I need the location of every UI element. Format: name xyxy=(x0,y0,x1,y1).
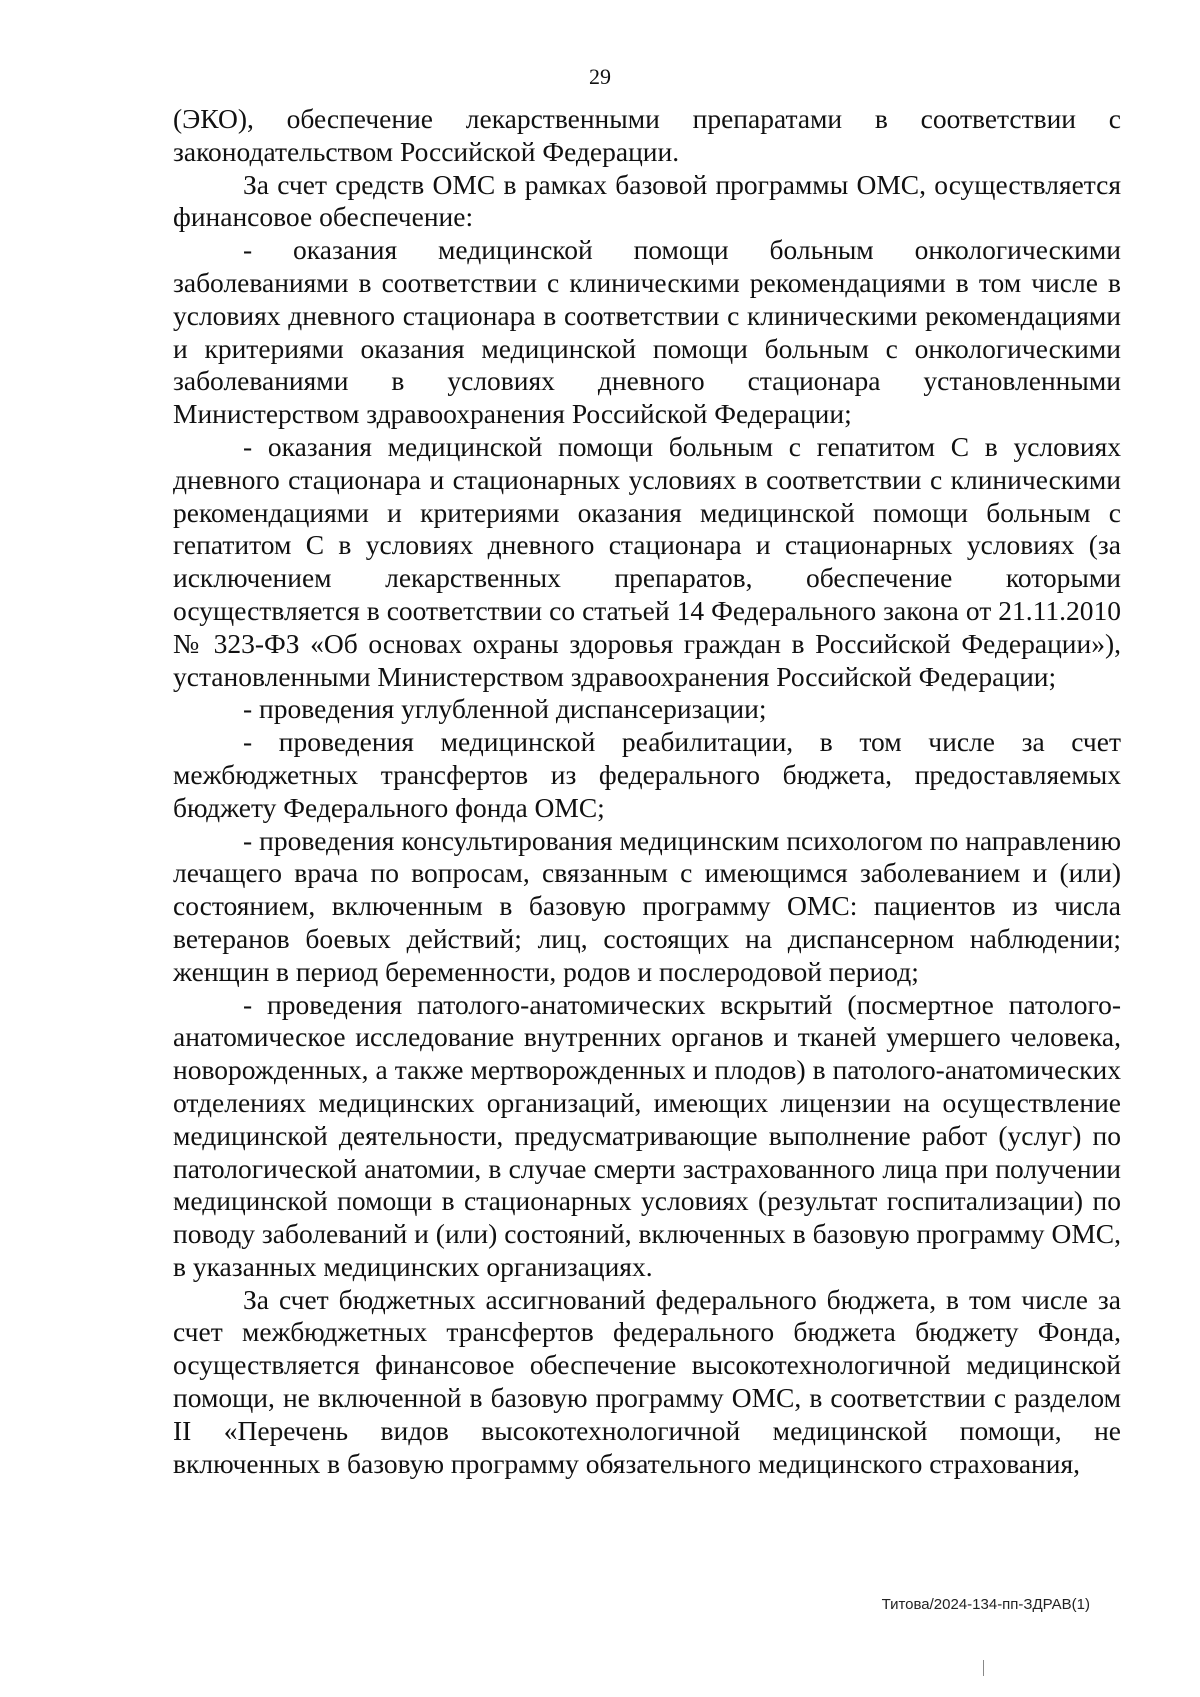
paragraph-federal-budget-funding: За счет бюджетных ассигнований федерального бюджета, в том числе за счет межбюджетных трансфертов федерального бюджета бюджету Фонда, осуществляется финансовое обеспечение высокотехнологичной медицинской помощи, не включенной в базовую программу ОМС, в соответствии с разделом II «Перечень видов высокотехнологичной медицинской помощи, не включенных в базовую программу обязательного медицинского страхования, xyxy=(173,1283,1121,1479)
paragraph-in-depth-dispensarization: - проведения углубленной диспансеризации; xyxy=(243,693,767,725)
scan-edge-mark xyxy=(983,1660,984,1676)
paragraph-psychologist-consultation: - проведения консультирования медицинским психологом по направлению лечащего врача по вопросам, связанным с имеющимся заболеванием и (или) состоянием, включенным в базовую программу ОМС: пациентов из числа ветеранов боевых действий; лиц, состоящих на диспансерном наблюдении; женщин в период беременности, родов и послеродовой период; xyxy=(173,824,1121,987)
document-body xyxy=(173,103,1121,1480)
paragraph-medical-rehabilitation: - проведения медицинской реабилитации, в том числе за счет межбюджетных трансфертов из федерального бюджета, предоставляемых бюджету Федерального фонда ОМС; xyxy=(173,726,1121,823)
footer-document-code: Титова/2024-134-пп-ЗДРАВ(1) xyxy=(881,1596,1090,1613)
paragraph-pathology-autopsies: - проведения патолого-анатомических вскрытий (посмертное патолого-анатомическое исследование внутренних органов и тканей умершего человека, новорожденных, а также мертворожденных и плодов) в патолого-анатомических отделениях медицинских организаций, имеющих лицензии на осуществление медицинской деятельности, предусматривающие выполнение работ (услуг) по патологической анатомии, в случае смерти застрахованного лица при получении медицинской помощи в стационарных условиях (результат госпитализации) по поводу заболеваний и (или) состояний, включенных в базовую программу ОМС, в указанных медицинских организациях. xyxy=(173,988,1121,1282)
paragraph-hepatitis-c-care: - оказания медицинской помощи больным с гепатитом С в условиях дневного стационара и стационарных условиях в соответствии с клиническими рекомендациями и критериями оказания медицинской помощи больным с гепатитом С в условиях дневного стационара и стационарных условиях (за исключением лекарственных препаратов, обеспечение которыми осуществляется в соответствии со статьей 14 Федерального закона от 21.11.2010 № 323-ФЗ «Об основах охраны здоровья граждан в Российской Федерации»), установленными Министерством здравоохранения Российской Федерации; xyxy=(173,430,1121,692)
paragraph-oncology-care: - оказания медицинской помощи больным онкологическими заболеваниями в соответствии с клиническими рекомендациями в том числе в условиях дневного стационара в соответствии с клиническими рекомендациями и критериями оказания медицинской помощи больным с онкологическими заболеваниями в условиях дневного стационара установленными Министерством здравоохранения Российской Федерации; xyxy=(173,234,1121,430)
paragraph-oms-funding-intro: За счет средств ОМС в рамках базовой программы ОМС, осуществляется финансовое обеспечение: xyxy=(173,168,1121,233)
paragraph-continuation: (ЭКО), обеспечение лекарственными препаратами в соответствии с законодательством Российской Федерации. xyxy=(173,103,1121,167)
page-number: 29 xyxy=(589,64,611,89)
